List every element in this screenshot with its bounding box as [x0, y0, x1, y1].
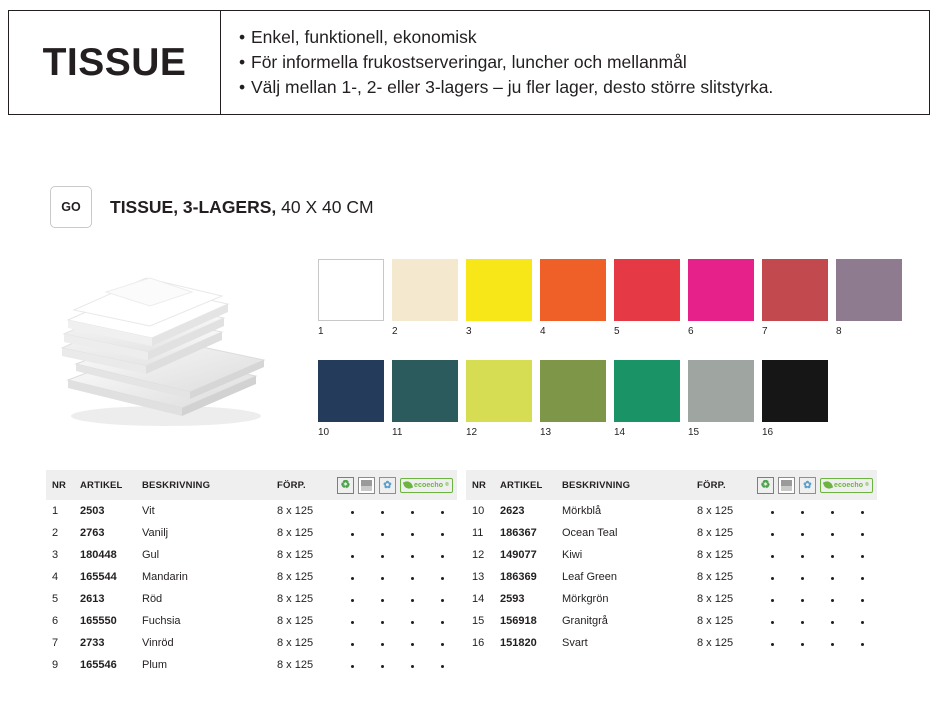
table-body [466, 500, 877, 654]
bullet-item [239, 50, 919, 75]
swatch-number: 4 [540, 326, 546, 337]
mark-dot [441, 577, 444, 580]
table-row[interactable] [46, 654, 457, 676]
mark-dot [381, 643, 384, 646]
swatch-2[interactable] [392, 259, 458, 337]
cell-mark-carton [787, 588, 817, 610]
cell-artikel: 165550 [80, 615, 117, 627]
table-row[interactable] [466, 500, 877, 522]
mark-dot [801, 555, 804, 558]
cell-nr: 13 [472, 571, 485, 583]
cell-mark-recycle [337, 588, 367, 610]
cell-forp: 8 x 125 [697, 615, 734, 627]
cell-nr: 6 [52, 615, 59, 627]
cell-beskrivning: Granitgrå [562, 615, 608, 627]
col-header-nr: NR [46, 470, 80, 500]
cell-mark-swan [397, 610, 427, 632]
cell-mark-recycle [337, 610, 367, 632]
bullet-item [239, 75, 919, 100]
mark-dot [771, 643, 774, 646]
swatch-number: 6 [688, 326, 694, 337]
cell-artikel: 151820 [500, 637, 537, 649]
cell-forp: 8 x 125 [697, 571, 734, 583]
cell-mark-ecoecho [427, 522, 457, 544]
mark-dot [351, 621, 354, 624]
mark-dot [861, 555, 864, 558]
cell-nr: 2 [52, 527, 59, 539]
mark-dot [441, 599, 444, 602]
mark-dot [441, 643, 444, 646]
cell-mark-carton [787, 500, 817, 522]
cell-nr: 12 [472, 549, 485, 561]
mark-dot [381, 533, 384, 536]
bullet-text: Välj mellan 1-, 2- eller 3-lagers – ju fler lager, desto större slitstyrka. [251, 77, 774, 97]
swatch-16[interactable] [762, 360, 828, 438]
cell-mark-recycle [757, 566, 787, 588]
mark-dot [351, 599, 354, 602]
mark-dot [861, 643, 864, 646]
mark-dot [441, 665, 444, 668]
mark-dot [441, 533, 444, 536]
mark-dot [351, 511, 354, 514]
swatch-number: 15 [688, 427, 700, 438]
cell-nr: 5 [52, 593, 59, 605]
cell-beskrivning: Svart [562, 637, 588, 649]
cell-mark-ecoecho [847, 500, 877, 522]
swatch-chip[interactable] [540, 360, 606, 422]
bullet-dot-icon: • [239, 77, 246, 97]
swatch-chip[interactable] [614, 259, 680, 321]
cell-beskrivning: Gul [142, 549, 160, 561]
cell-mark-carton [787, 566, 817, 588]
swatch-number: 14 [614, 427, 626, 438]
product-title [110, 197, 374, 218]
cell-artikel: 186367 [500, 527, 537, 539]
swatch-chip[interactable] [762, 259, 828, 321]
swatch-13[interactable] [540, 360, 606, 438]
cell-artikel: 156918 [500, 615, 537, 627]
cell-mark-carton [787, 544, 817, 566]
cell-mark-carton [367, 522, 397, 544]
cell-beskrivning: Vinröd [142, 637, 174, 649]
table-header [466, 470, 877, 500]
cell-mark-carton [367, 654, 397, 676]
swatch-number: 8 [836, 326, 842, 337]
swatch-number: 10 [318, 427, 330, 438]
mark-dot [411, 599, 414, 602]
cell-forp: 8 x 125 [697, 637, 734, 649]
cell-mark-ecoecho [847, 544, 877, 566]
table-row[interactable] [46, 500, 457, 522]
mark-dot [381, 599, 384, 602]
cell-mark-carton [787, 632, 817, 654]
cell-mark-ecoecho [427, 500, 457, 522]
swatch-number: 16 [762, 427, 774, 438]
mark-dot [831, 643, 834, 646]
cell-mark-ecoecho [847, 632, 877, 654]
mark-dot [411, 643, 414, 646]
table-row[interactable] [466, 566, 877, 588]
cell-artikel: 2763 [80, 527, 105, 539]
mark-dot [861, 599, 864, 602]
mark-dot [801, 533, 804, 536]
mark-dot [861, 511, 864, 514]
cell-mark-carton [787, 610, 817, 632]
swatch-12[interactable] [466, 360, 532, 438]
product-title-bold: TISSUE, 3-LAGERS, [110, 196, 277, 217]
cell-artikel: 180448 [80, 549, 117, 561]
mark-dot [411, 511, 414, 514]
mark-dot [411, 621, 414, 624]
cell-nr: 9 [52, 659, 59, 671]
swatch-6[interactable] [688, 259, 754, 337]
mark-dot [831, 621, 834, 624]
cell-mark-swan [397, 544, 427, 566]
table-row[interactable] [46, 588, 457, 610]
swatch-row-1 [318, 259, 902, 337]
cell-mark-recycle [757, 522, 787, 544]
mark-dot [771, 511, 774, 514]
header-banner [8, 10, 930, 115]
cell-mark-swan [397, 522, 427, 544]
swatch-7[interactable] [762, 259, 828, 337]
col-header-beskrivning: BESKRIVNING [562, 470, 697, 500]
mark-dot [411, 665, 414, 668]
swatch-chip[interactable] [836, 259, 902, 321]
cell-mark-ecoecho [847, 588, 877, 610]
swatch-number: 11 [392, 427, 403, 438]
cell-nr: 14 [472, 593, 485, 605]
mark-dot [801, 577, 804, 580]
ecoecho-label: ecoecho [414, 481, 444, 489]
cell-mark-ecoecho [427, 632, 457, 654]
page-title: TISSUE [42, 40, 187, 84]
swatch-chip[interactable] [318, 360, 384, 422]
cell-mark-swan [817, 588, 847, 610]
cell-beskrivning: Leaf Green [562, 571, 618, 583]
table-row[interactable] [46, 522, 457, 544]
cell-mark-swan [817, 500, 847, 522]
mark-dot [411, 533, 414, 536]
cell-artikel: 149077 [500, 549, 537, 561]
cell-forp: 8 x 125 [277, 505, 314, 517]
cell-artikel: 165544 [80, 571, 117, 583]
cell-mark-recycle [337, 544, 367, 566]
mark-dot [861, 533, 864, 536]
swatch-chip[interactable] [688, 259, 754, 321]
eco-icon-group [337, 477, 457, 494]
mark-dot [381, 621, 384, 624]
cell-mark-ecoecho [847, 610, 877, 632]
cell-mark-recycle [757, 500, 787, 522]
mark-dot [351, 533, 354, 536]
cell-forp: 8 x 125 [697, 527, 734, 539]
leaf-icon [823, 480, 833, 490]
mark-dot [351, 555, 354, 558]
cell-artikel: 2613 [80, 593, 105, 605]
spec-table-left [46, 470, 457, 676]
cell-artikel: 186369 [500, 571, 537, 583]
swatch-3[interactable] [466, 259, 532, 337]
recycle-icon: ♻ [757, 477, 774, 494]
cell-forp: 8 x 125 [277, 659, 314, 671]
table-row[interactable] [466, 588, 877, 610]
product-table [46, 470, 457, 676]
cell-mark-swan [817, 632, 847, 654]
cell-mark-ecoecho [847, 566, 877, 588]
cell-mark-recycle [337, 654, 367, 676]
cell-mark-carton [367, 544, 397, 566]
swatch-number: 3 [466, 326, 472, 337]
table-header [46, 470, 457, 500]
bullet-dot-icon: • [239, 52, 246, 72]
cell-beskrivning: Vanilj [142, 527, 169, 539]
banner-bullet-list [221, 11, 929, 114]
cell-nr: 11 [472, 527, 484, 539]
cell-mark-carton [367, 500, 397, 522]
bullet-text: För informella frukostserveringar, luncher och mellanmål [251, 52, 687, 72]
cell-beskrivning: Fuchsia [142, 615, 181, 627]
product-header [50, 186, 374, 228]
cell-forp: 8 x 125 [277, 527, 314, 539]
swatch-8[interactable] [836, 259, 902, 337]
cell-mark-swan [397, 654, 427, 676]
cell-mark-recycle [757, 544, 787, 566]
cell-mark-carton [367, 610, 397, 632]
cell-mark-swan [817, 544, 847, 566]
cell-beskrivning: Mörkgrön [562, 593, 609, 605]
cell-mark-swan [817, 522, 847, 544]
cell-mark-swan [397, 566, 427, 588]
cell-mark-swan [397, 500, 427, 522]
leaf-icon [403, 480, 413, 490]
cell-beskrivning: Ocean Teal [562, 527, 618, 539]
cell-forp: 8 x 125 [277, 637, 314, 649]
cell-artikel: 165546 [80, 659, 117, 671]
swatch-chip[interactable] [466, 259, 532, 321]
swatch-chip[interactable] [392, 259, 458, 321]
swatch-15[interactable] [688, 360, 754, 438]
col-header-beskrivning: BESKRIVNING [142, 470, 277, 500]
mark-dot [801, 643, 804, 646]
color-swatch-grid [318, 259, 902, 438]
cell-beskrivning: Vit [142, 505, 155, 517]
table-row[interactable] [466, 610, 877, 632]
cell-mark-ecoecho [847, 522, 877, 544]
swatch-11[interactable] [392, 360, 458, 438]
product-photo [46, 248, 296, 438]
cell-nr: 4 [52, 571, 59, 583]
table-row[interactable] [466, 632, 877, 654]
mark-dot [381, 577, 384, 580]
mark-dot [771, 577, 774, 580]
cell-nr: 1 [52, 505, 59, 517]
mark-dot [351, 643, 354, 646]
swatch-chip[interactable] [688, 360, 754, 422]
cell-forp: 8 x 125 [277, 571, 314, 583]
cell-nr: 3 [52, 549, 59, 561]
swatch-chip[interactable] [762, 360, 828, 422]
cell-beskrivning: Kiwi [562, 549, 583, 561]
mark-dot [801, 621, 804, 624]
cell-forp: 8 x 125 [697, 505, 734, 517]
col-header-eco-icons [757, 470, 877, 500]
swatch-chip[interactable] [614, 360, 680, 422]
recycle-icon: ♻ [337, 477, 354, 494]
cell-mark-ecoecho [427, 588, 457, 610]
swan-ecolabel-icon: ✿ [799, 477, 816, 494]
registered-mark: ® [865, 482, 869, 488]
swatch-number: 7 [762, 326, 768, 337]
table-header-row [466, 470, 877, 500]
cell-mark-carton [787, 522, 817, 544]
swatch-10[interactable] [318, 360, 384, 438]
cell-forp: 8 x 125 [277, 615, 314, 627]
cell-nr: 10 [472, 505, 485, 517]
cell-artikel: 2593 [500, 593, 525, 605]
mark-dot [831, 533, 834, 536]
registered-mark: ® [445, 482, 449, 488]
cell-mark-ecoecho [427, 566, 457, 588]
table-row[interactable] [466, 522, 877, 544]
cell-mark-ecoecho [427, 544, 457, 566]
cell-beskrivning: Mandarin [142, 571, 188, 583]
cell-mark-recycle [757, 610, 787, 632]
mark-dot [831, 599, 834, 602]
cell-beskrivning: Röd [142, 593, 163, 605]
cell-mark-swan [397, 588, 427, 610]
cell-mark-swan [817, 610, 847, 632]
product-title-size: 40 X 40 CM [276, 196, 374, 217]
col-header-artikel: ARTIKEL [80, 470, 142, 500]
col-header-forp: FÖRP. [277, 470, 337, 500]
cell-mark-carton [367, 632, 397, 654]
mark-dot [771, 555, 774, 558]
cell-forp: 8 x 125 [277, 549, 314, 561]
mark-dot [381, 555, 384, 558]
swatch-number: 5 [614, 326, 620, 337]
cell-artikel: 2733 [80, 637, 105, 649]
swatch-5[interactable] [614, 259, 680, 337]
cell-mark-recycle [337, 566, 367, 588]
cell-artikel: 2623 [500, 505, 525, 517]
ecoecho-label: ecoecho [834, 481, 864, 489]
table-row[interactable] [466, 544, 877, 566]
ecoecho-icon [820, 478, 873, 493]
swatch-row-2 [318, 360, 902, 438]
mark-dot [771, 533, 774, 536]
swatch-4[interactable] [540, 259, 606, 337]
table-header-row [46, 470, 457, 500]
cell-mark-ecoecho [427, 610, 457, 632]
mark-dot [441, 511, 444, 514]
mark-dot [411, 577, 414, 580]
cell-forp: 8 x 125 [697, 593, 734, 605]
cell-mark-carton [367, 588, 397, 610]
mark-dot [351, 665, 354, 668]
table-row[interactable] [46, 610, 457, 632]
swatch-14[interactable] [614, 360, 680, 438]
mark-dot [771, 599, 774, 602]
swatch-number: 13 [540, 427, 552, 438]
col-header-nr: NR [466, 470, 500, 500]
cell-forp: 8 x 125 [697, 549, 734, 561]
mark-dot [381, 665, 384, 668]
go-badge-icon: GO [50, 186, 92, 228]
col-header-forp: FÖRP. [697, 470, 757, 500]
col-header-eco-icons [337, 470, 457, 500]
mark-dot [831, 511, 834, 514]
mark-dot [861, 577, 864, 580]
swatch-number: 1 [318, 326, 324, 337]
mark-dot [411, 555, 414, 558]
product-table [466, 470, 877, 654]
cell-nr: 7 [52, 637, 59, 649]
cell-mark-swan [397, 632, 427, 654]
cell-mark-ecoecho [427, 654, 457, 676]
cell-forp: 8 x 125 [277, 593, 314, 605]
swatch-chip[interactable] [392, 360, 458, 422]
col-header-artikel: ARTIKEL [500, 470, 562, 500]
bullet-item [239, 25, 919, 50]
swatch-1[interactable] [318, 259, 384, 337]
cell-mark-recycle [757, 588, 787, 610]
cell-mark-swan [817, 566, 847, 588]
ecoecho-icon [400, 478, 453, 493]
mark-dot [831, 555, 834, 558]
table-body [46, 500, 457, 676]
mark-dot [861, 621, 864, 624]
swatch-chip[interactable] [540, 259, 606, 321]
swan-ecolabel-icon: ✿ [379, 477, 396, 494]
swatch-chip[interactable] [466, 360, 532, 422]
cell-mark-recycle [337, 632, 367, 654]
mark-dot [801, 599, 804, 602]
carton-icon [778, 477, 795, 494]
cell-mark-carton [367, 566, 397, 588]
carton-icon [358, 477, 375, 494]
cell-nr: 15 [472, 615, 485, 627]
cell-mark-recycle [337, 500, 367, 522]
cell-beskrivning: Plum [142, 659, 168, 671]
swatch-number: 12 [466, 427, 478, 438]
cell-artikel: 2503 [80, 505, 105, 517]
bullet-dot-icon: • [239, 27, 246, 47]
eco-icon-group [757, 477, 877, 494]
banner-title-cell [9, 11, 221, 114]
spec-table-right [466, 470, 877, 654]
table-row[interactable] [46, 632, 457, 654]
mark-dot [381, 511, 384, 514]
swatch-chip[interactable] [318, 259, 384, 321]
mark-dot [441, 621, 444, 624]
cell-nr: 16 [472, 637, 485, 649]
table-row[interactable] [46, 566, 457, 588]
mark-dot [351, 577, 354, 580]
table-row[interactable] [46, 544, 457, 566]
cell-mark-recycle [337, 522, 367, 544]
mark-dot [831, 577, 834, 580]
bullet-text: Enkel, funktionell, ekonomisk [251, 27, 477, 47]
cell-beskrivning: Mörkblå [562, 505, 602, 517]
cell-mark-recycle [757, 632, 787, 654]
mark-dot [801, 511, 804, 514]
mark-dot [771, 621, 774, 624]
swatch-number: 2 [392, 326, 398, 337]
mark-dot [441, 555, 444, 558]
